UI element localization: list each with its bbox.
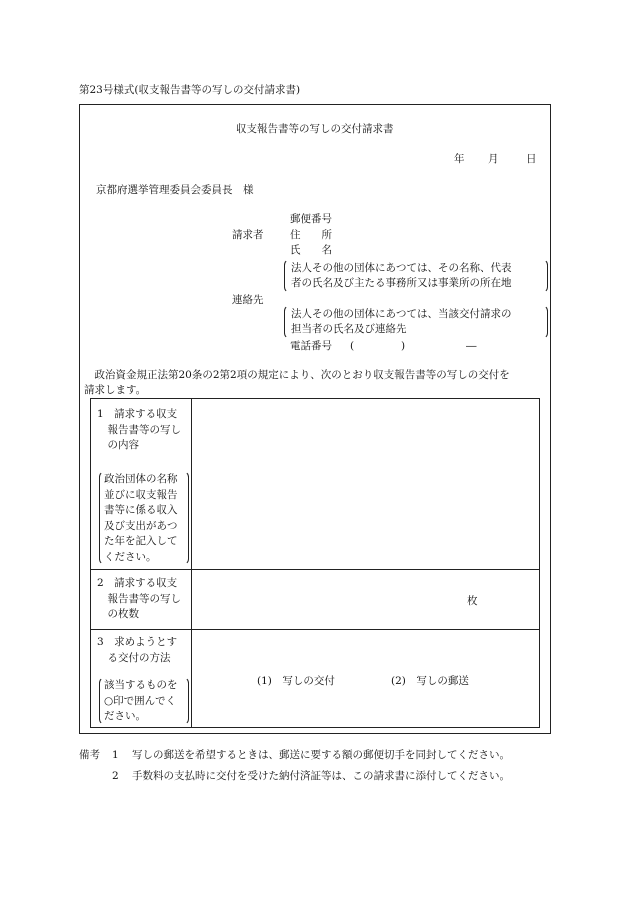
page-title: 収支報告書等の写しの交付請求書 <box>236 123 394 135</box>
request-table <box>90 398 540 728</box>
contact-note: 法人その他の団体にあつては、当該交付請求の 担当者の氏名及び連絡先 <box>291 308 512 335</box>
row1-note: 政治団体の名称 並びに収支報告 書等に係る収入 及び支出があつ た年を記入して ください。 <box>104 473 178 563</box>
remark-number: 2 <box>112 770 119 782</box>
form-number: 第23号様式(収支報告書等の写しの交付請求書) <box>79 84 301 96</box>
remark-text: 手数料の支払時に交付を受けた納付済証等は、この請求書に添付してください。 <box>132 770 510 782</box>
delivery-option-mail[interactable]: (2) 写しの郵送 <box>391 675 469 687</box>
date-month: 月 <box>488 153 499 165</box>
statement: 政治資金規正法第20条の2第2項の規定により、次のとおり収支報告書等の写しの交付を 請求します。 <box>84 369 510 396</box>
phone-paren-open: ( <box>350 340 355 352</box>
contact-label: 連絡先 <box>232 294 264 306</box>
requester-note: 法人その他の団体にあつては、その名称、代表 者の氏名及び主たる事務所又は事業所の所在地 <box>291 262 512 289</box>
requester-label: 請求者 <box>232 229 264 241</box>
delivery-option-copy[interactable]: (1) 写しの交付 <box>257 675 335 687</box>
row1-label: 1 請求する収支 報告書等の写し の内容 <box>97 408 181 451</box>
addressee: 京都府選挙管理委員会委員長 様 <box>96 184 254 196</box>
remark-number: 1 <box>112 749 119 761</box>
phone-dash: ― <box>466 340 477 352</box>
remarks-label: 備考 <box>79 749 100 761</box>
row3-label: 3 求めようとす る交付の方法 <box>97 636 178 664</box>
sheet-count-unit: 枚 <box>467 595 478 607</box>
phone-paren-close: ) <box>401 340 406 352</box>
postal-code-label: 郵便番号 <box>290 213 332 225</box>
name-label: 氏 名 <box>290 244 332 256</box>
row2-label: 2 請求する収支 報告書等の写し の枚数 <box>97 577 181 620</box>
phone-label: 電話番号 <box>290 340 332 352</box>
table-row-divider <box>91 629 539 630</box>
table-column-divider <box>191 399 192 727</box>
address-label: 住 所 <box>290 229 332 241</box>
date-year: 年 <box>454 153 465 165</box>
row3-note: 該当するものを ○印で囲んでく ださい。 <box>104 679 178 722</box>
table-row-divider <box>91 569 539 570</box>
date-day: 日 <box>526 153 537 165</box>
remark-text: 写しの郵送を希望するときは、郵送に要する額の郵便切手を同封してください。 <box>132 749 510 761</box>
